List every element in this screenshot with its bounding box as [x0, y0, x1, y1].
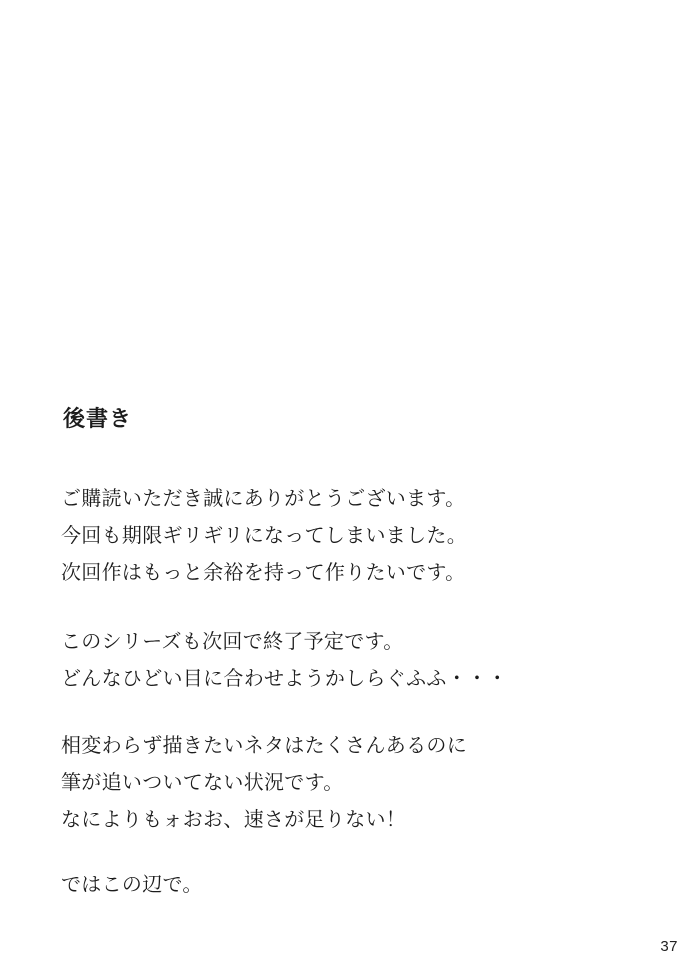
text-line: ではこの辺で。: [61, 874, 203, 896]
paragraph-status: [61, 728, 467, 839]
paragraph-thanks: [61, 481, 467, 592]
paragraph-series: [61, 624, 508, 698]
paragraph-closing: [61, 867, 203, 904]
text-line: 次回作はもっと余裕を持って作りたいです。: [61, 562, 466, 584]
text-line: 相変わらず描きたいネタはたくさんあるのに: [61, 735, 467, 757]
afterword-title: 後書き: [63, 406, 133, 431]
text-line: ご購読いただき誠にありがとうございます。: [61, 488, 466, 510]
text-line: 今回も期限ギリギリになってしまいました。: [61, 525, 467, 547]
text-line: どんなひどい目に合わせようかしらぐふふ・・・: [61, 668, 508, 690]
page-number: 37: [660, 938, 678, 955]
text-line: なによりもォおお、速さが足りない！: [61, 809, 407, 831]
text-line: このシリーズも次回で終了予定です。: [61, 631, 404, 653]
text-line: 筆が追いついてない状況です。: [61, 772, 344, 794]
